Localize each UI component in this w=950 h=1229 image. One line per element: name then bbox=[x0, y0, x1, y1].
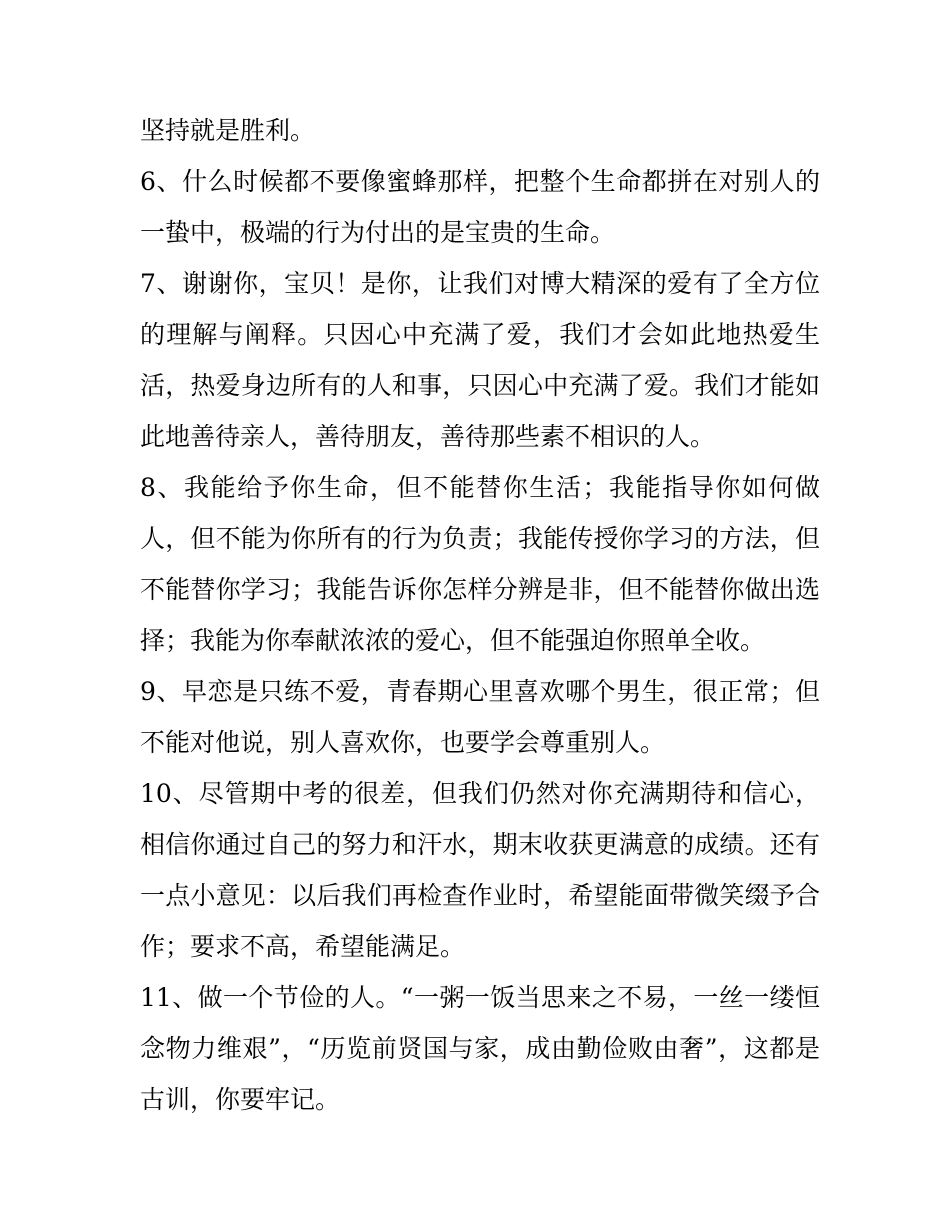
paragraph-item-10: 10、尽管期中考的很差，但我们仍然对你充满期待和信心，相信你通过自己的努力和汗水，期末收获更满意的成绩。还有一点小意见：以后我们再检查作业时，希望能面带微笑缀予合作；要求不高，希望能满足。 bbox=[140, 779, 820, 961]
paragraph-item-8: 8、我能给予你生命，但不能替你生活；我能指导你如何做人，但不能为你所有的行为负责；我能传授你学习的方法，但不能替你学习；我能告诉你怎样分辨是非，但不能替你做出选择；我能为你奉献浓浓的爱心，但不能强迫你照单全收。 bbox=[140, 473, 820, 655]
paragraph-item-9: 9、早恋是只练不爱，青春期心里喜欢哪个男生，很正常；但不能对他说，别人喜欢你，也要学会尊重别人。 bbox=[140, 677, 820, 757]
paragraph-continuation: 坚持就是胜利。 bbox=[140, 116, 316, 145]
paragraph-item-11: 11、做一个节俭的人。“一粥一饭当思来之不易，一丝一缕恒念物力维艰”，“历览前贤国与家，成由勤俭败由奢”，这都是古训，你要牢记。 bbox=[140, 983, 820, 1114]
paragraph-item-7: 7、谢谢你，宝贝！是你，让我们对博大精深的爱有了全方位的理解与阐释。只因心中充满了爱，我们才会如此地热爱生活，热爱身边所有的人和事，只因心中充满了爱。我们才能如此地善待亲人，善待朋友，善待那些素不相识的人。 bbox=[140, 269, 820, 451]
document-body bbox=[140, 105, 820, 1125]
paragraph-item-6: 6、什么时候都不要像蜜蜂那样，把整个生命都拼在对别人的一蛰中，极端的行为付出的是宝贵的生命。 bbox=[140, 167, 820, 247]
